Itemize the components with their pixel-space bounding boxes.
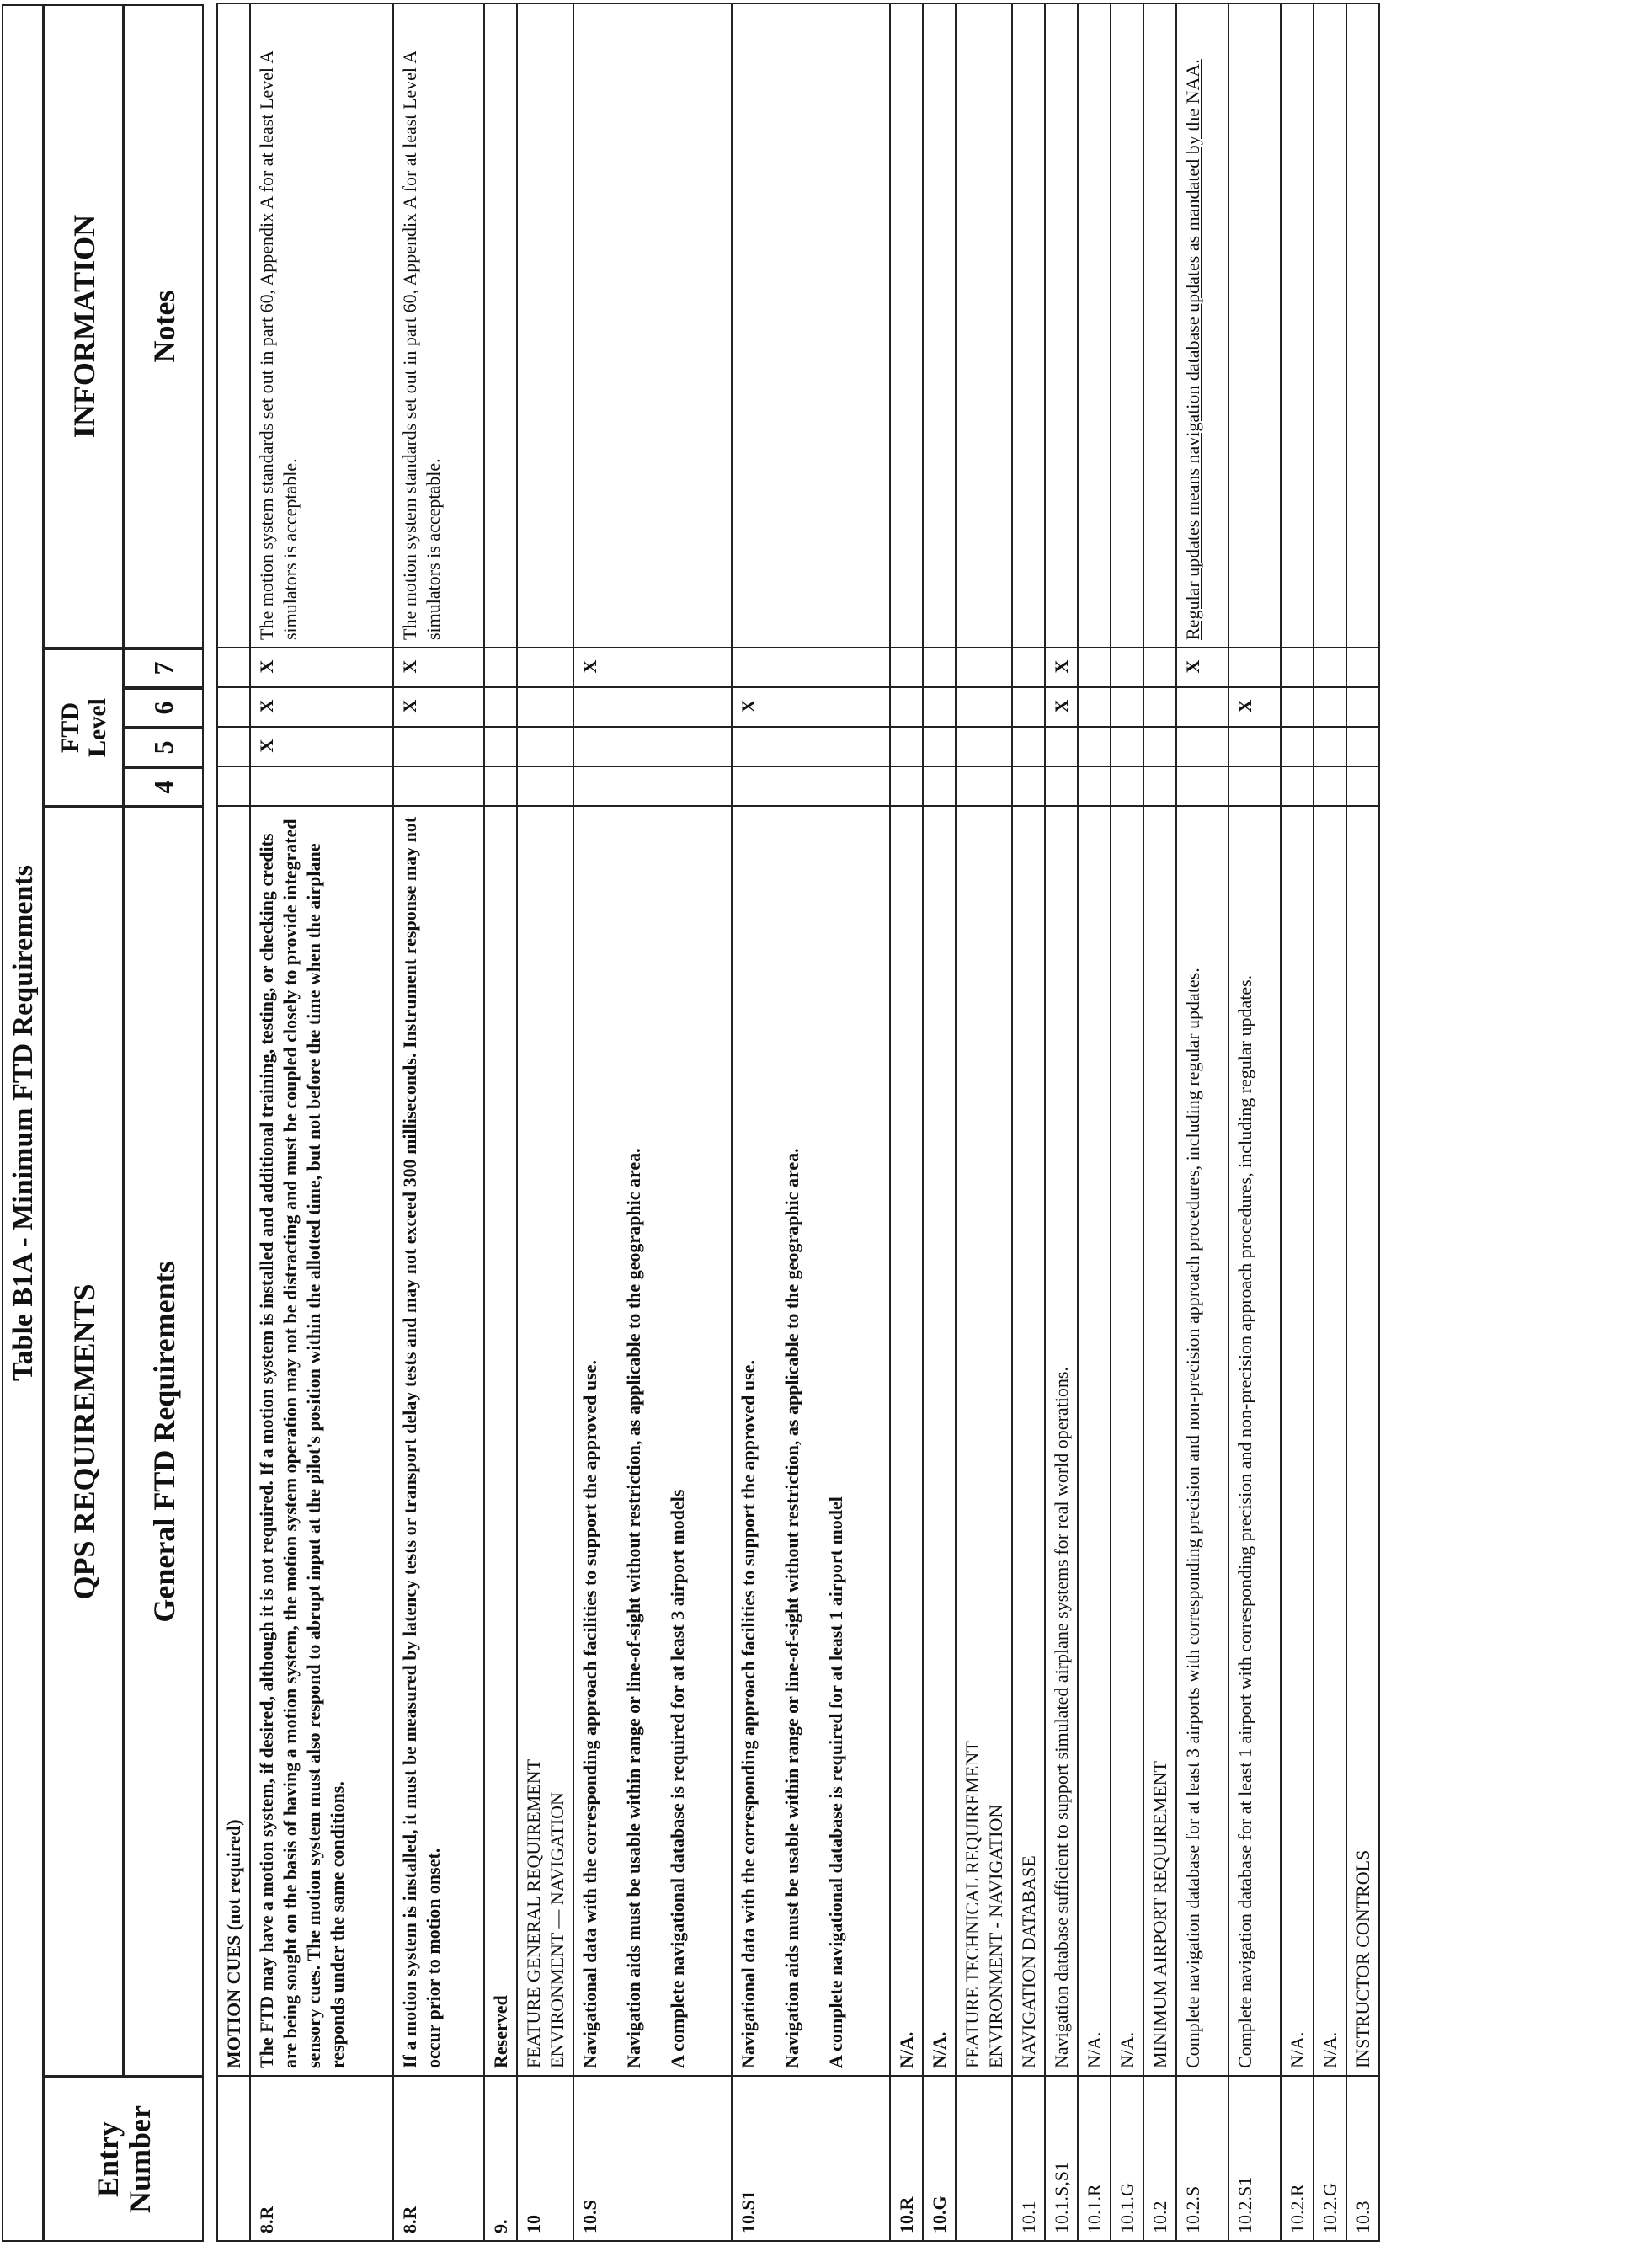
level-7-mark <box>1012 648 1045 687</box>
notes-cell <box>1045 3 1078 648</box>
level-5-mark <box>732 727 890 766</box>
requirement-paragraph: INSTRUCTOR CONTROLS <box>1352 1849 1373 2068</box>
notes-cell <box>517 3 573 648</box>
level-4-mark <box>1111 766 1143 806</box>
level-7-mark <box>484 648 517 687</box>
table-row <box>923 3 956 2241</box>
notes-cell <box>1012 3 1045 648</box>
level-7-mark: X <box>573 648 732 687</box>
requirement-paragraph: Complete navigation database for at least 1 airport with corresponding precision and non-precision approach procedures, including regular updates. <box>1234 974 1255 2068</box>
notes-cell <box>732 3 890 648</box>
requirement-paragraph: Reserved <box>490 1995 511 2068</box>
level-7-mark <box>1111 648 1143 687</box>
level-7-mark <box>1281 648 1314 687</box>
level-4-mark <box>1078 766 1111 806</box>
entry-number-cell: 9. <box>484 2076 517 2241</box>
notes-text: The motion system standards set out in part 60, Appendix A for at least Level A simulators is acceptable. <box>399 51 444 640</box>
level-7-mark <box>890 648 923 687</box>
requirement-paragraph: Navigational data with the corresponding approach facilities to support the approved use. <box>579 1360 600 2068</box>
level-6-mark <box>517 687 573 727</box>
level-5-mark <box>1143 727 1176 766</box>
table-row <box>250 3 393 2241</box>
level-4-mark <box>1045 766 1078 806</box>
level-5-mark <box>1314 727 1346 766</box>
header-level-5: 5 <box>124 728 204 767</box>
entry-number-cell: 8.R <box>393 2076 484 2241</box>
level-5-mark <box>1078 727 1111 766</box>
requirement-cell <box>1346 806 1379 2076</box>
entry-number-cell: 10.2.S1 <box>1228 2076 1281 2241</box>
level-5-mark <box>956 727 1012 766</box>
requirement-cell <box>1111 806 1143 2076</box>
requirement-cell <box>1012 806 1045 2076</box>
level-4-mark <box>732 766 890 806</box>
level-4-mark <box>1281 766 1314 806</box>
table-row <box>1346 3 1379 2241</box>
entry-number-cell: 8.R <box>250 2076 393 2241</box>
level-4-mark <box>923 766 956 806</box>
level-5-mark <box>217 727 250 766</box>
entry-number-cell: 10.1.G <box>1111 2076 1143 2241</box>
level-6-mark: X <box>1228 687 1281 727</box>
notes-cell <box>250 3 393 648</box>
table-row <box>1176 3 1228 2241</box>
notes-cell <box>393 3 484 648</box>
level-6-mark <box>573 687 732 727</box>
entry-number-cell <box>956 2076 1012 2241</box>
requirement-cell <box>1045 806 1078 2076</box>
entry-number-cell <box>217 2076 250 2241</box>
requirement-cell <box>956 806 1012 2076</box>
level-4-mark <box>890 766 923 806</box>
level-6-mark <box>1346 687 1379 727</box>
table-row <box>1078 3 1111 2241</box>
level-7-mark <box>956 648 1012 687</box>
table-row <box>1314 3 1346 2241</box>
requirement-cell <box>250 806 393 2076</box>
level-4-mark <box>1012 766 1045 806</box>
requirement-cell <box>1143 806 1176 2076</box>
notes-cell <box>217 3 250 648</box>
requirement-cell <box>217 806 250 2076</box>
requirement-cell <box>1078 806 1111 2076</box>
level-4-mark <box>393 766 484 806</box>
level-6-mark: X <box>1045 687 1078 727</box>
entry-number-cell: 10.S <box>573 2076 732 2241</box>
level-4-mark <box>1346 766 1379 806</box>
level-5-mark <box>517 727 573 766</box>
notes-cell <box>923 3 956 648</box>
level-6-mark <box>956 687 1012 727</box>
table-row <box>393 3 484 2241</box>
level-4-mark <box>484 766 517 806</box>
notes-text: Regular updates means navigation database updates as mandated by the NAA. <box>1182 59 1203 640</box>
requirement-paragraph: N/A. <box>896 2031 917 2068</box>
requirement-paragraph: N/A. <box>1116 2031 1138 2068</box>
entry-number-cell: 10.1 <box>1012 2076 1045 2241</box>
notes-cell <box>1078 3 1111 648</box>
level-6-mark <box>923 687 956 727</box>
level-5-mark <box>1012 727 1045 766</box>
level-4-mark <box>956 766 1012 806</box>
level-4-mark <box>1143 766 1176 806</box>
table-row <box>890 3 923 2241</box>
level-5-mark <box>1111 727 1143 766</box>
level-7-mark: X <box>393 648 484 687</box>
requirement-paragraph: NAVIGATION DATABASE <box>1018 1855 1039 2068</box>
header-entry-number <box>44 2077 204 2242</box>
notes-cell <box>484 3 517 648</box>
requirement-paragraph: MOTION CUES (not required) <box>223 1819 244 2068</box>
notes-cell <box>1314 3 1346 648</box>
table-row <box>217 3 250 2241</box>
notes-cell <box>573 3 732 648</box>
level-7-mark <box>1314 648 1346 687</box>
requirement-paragraph: FEATURE GENERAL REQUIREMENT ENVIRONMENT — NAVIGATION <box>523 1758 568 2068</box>
level-5-mark <box>1346 727 1379 766</box>
notes-cell <box>1228 3 1281 648</box>
level-5-mark <box>1045 727 1078 766</box>
level-4-mark <box>217 766 250 806</box>
table-row <box>1111 3 1143 2241</box>
requirement-cell <box>1176 806 1228 2076</box>
level-6-mark <box>1078 687 1111 727</box>
entry-number-cell: 10.1.R <box>1078 2076 1111 2241</box>
notes-cell <box>1143 3 1176 648</box>
entry-number-cell: 10.2 <box>1143 2076 1176 2241</box>
level-7-mark <box>217 648 250 687</box>
table-row <box>573 3 732 2241</box>
entry-number-cell: 10.2.S <box>1176 2076 1228 2241</box>
requirement-cell <box>1281 806 1314 2076</box>
notes-cell <box>890 3 923 648</box>
level-6-mark <box>1111 687 1143 727</box>
level-7-mark <box>517 648 573 687</box>
requirement-cell <box>1314 806 1346 2076</box>
requirement-paragraph: Navigational data with the corresponding approach facilities to support the approved use. <box>738 1360 759 2068</box>
level-5-mark <box>1176 727 1228 766</box>
table-row <box>1012 3 1045 2241</box>
requirement-cell <box>1228 806 1281 2076</box>
header-level-4: 4 <box>124 767 204 807</box>
table-header <box>44 4 204 2242</box>
notes-cell <box>956 3 1012 648</box>
entry-number-cell: 10.S1 <box>732 2076 890 2241</box>
table-row <box>1045 3 1078 2241</box>
requirement-paragraph: N/A. <box>1319 2031 1340 2068</box>
entry-number-cell: 10.1.S,S1 <box>1045 2076 1078 2241</box>
level-6-mark <box>217 687 250 727</box>
level-6-mark <box>1012 687 1045 727</box>
header-ftd-level-text: FTD Level <box>56 698 111 757</box>
level-4-mark <box>250 766 393 806</box>
level-7-mark: X <box>250 648 393 687</box>
header-level-7: 7 <box>124 648 204 688</box>
level-5-mark <box>1281 727 1314 766</box>
level-5-mark <box>923 727 956 766</box>
level-6-mark <box>1176 687 1228 727</box>
entry-number-cell: 10 <box>517 2076 573 2241</box>
level-6-mark <box>1143 687 1176 727</box>
requirement-paragraph: MINIMUM AIRPORT REQUIREMENT <box>1149 1761 1170 2068</box>
level-5-mark <box>890 727 923 766</box>
level-4-mark <box>1314 766 1346 806</box>
level-4-mark <box>1176 766 1228 806</box>
table-row <box>1228 3 1281 2241</box>
level-6-mark: X <box>250 687 393 727</box>
notes-cell <box>1111 3 1143 648</box>
notes-text: The motion system standards set out in part 60, Appendix A for at least Level A simulators is acceptable. <box>256 51 301 640</box>
requirement-paragraph: FEATURE TECHNICAL REQUIREMENT ENVIRONMENT - NAVIGATION <box>962 1741 1006 2068</box>
requirement-paragraph: N/A. <box>1287 2031 1308 2068</box>
level-5-mark <box>1228 727 1281 766</box>
entry-number-cell: 10.2.R <box>1281 2076 1314 2241</box>
header-entry-text: Entry Number <box>91 2105 157 2213</box>
level-6-mark <box>1281 687 1314 727</box>
table-row <box>484 3 517 2241</box>
entry-number-cell: 10.R <box>890 2076 923 2241</box>
level-6-mark <box>1314 687 1346 727</box>
notes-cell <box>1346 3 1379 648</box>
table-row <box>1281 3 1314 2241</box>
table-row <box>956 3 1012 2241</box>
requirement-paragraph: A complete navigational database is required for at least 3 airport models <box>667 1489 688 2068</box>
level-5-mark <box>573 727 732 766</box>
level-5-mark <box>484 727 517 766</box>
level-7-mark <box>732 648 890 687</box>
requirement-paragraph: Navigation aids must be usable within range or line-of-sight without restriction, as applicable to the geographic area. <box>623 1148 644 2068</box>
requirement-paragraph: N/A. <box>929 2031 950 2068</box>
level-5-mark: X <box>250 727 393 766</box>
requirement-cell <box>484 806 517 2076</box>
header-general-ftd-requirements: General FTD Requirements <box>124 807 204 2077</box>
header-ftd-level <box>44 648 124 807</box>
requirement-paragraph: Navigation database sufficient to support simulated airplane systems for real world operations. <box>1051 1367 1072 2068</box>
table-title: Table B1A - Minimum FTD Requirements <box>8 865 39 1381</box>
requirement-cell <box>573 806 732 2076</box>
level-4-mark <box>573 766 732 806</box>
requirement-cell <box>393 806 484 2076</box>
requirement-cell <box>517 806 573 2076</box>
header-notes: Notes <box>124 4 204 648</box>
level-4-mark <box>1228 766 1281 806</box>
entry-number-cell: 10.G <box>923 2076 956 2241</box>
header-level-6: 6 <box>124 688 204 728</box>
level-7-mark <box>1228 648 1281 687</box>
requirement-paragraph: Complete navigation database for at least 3 airports with corresponding precision and non-precision approach procedures, including regular updates. <box>1182 968 1203 2068</box>
requirement-cell <box>890 806 923 2076</box>
requirement-paragraph: A complete navigational database is required for at least 1 airport model <box>825 1496 846 2068</box>
table-row <box>732 3 890 2241</box>
level-7-mark <box>1078 648 1111 687</box>
requirement-paragraph: The FTD may have a motion system, if desired, although it is not required. If a motion system is installed and additional training, testing, or checking credits are being sought on the basis of having a motion system, the motion system operation may not be distracting and must be coupled closely to provide integrated sensory cues. The motion system must also respond to abrupt input at the pilot's position within the allotted time, but not before the time when the airplane responds under the same conditions. <box>256 819 348 2068</box>
level-7-mark: X <box>1176 648 1228 687</box>
requirement-cell <box>732 806 890 2076</box>
header-information: INFORMATION <box>44 4 124 648</box>
level-4-mark <box>517 766 573 806</box>
notes-cell <box>1176 3 1228 648</box>
level-5-mark <box>393 727 484 766</box>
level-7-mark <box>1346 648 1379 687</box>
level-6-mark: X <box>732 687 890 727</box>
requirement-paragraph: N/A. <box>1084 2031 1105 2068</box>
notes-cell <box>1281 3 1314 648</box>
level-7-mark <box>1143 648 1176 687</box>
entry-number-cell: 10.3 <box>1346 2076 1379 2241</box>
level-6-mark <box>484 687 517 727</box>
level-7-mark <box>923 648 956 687</box>
table-row <box>1143 3 1176 2241</box>
header-qps-requirements: QPS REQUIREMENTS <box>44 807 124 2077</box>
requirement-paragraph: If a motion system is installed, it must be measured by latency tests or transport delay tests and may not exceed 300 milliseconds. Instrument response may not occur prior to motion onset. <box>399 816 444 2068</box>
table-caption-box <box>2 4 44 2242</box>
level-6-mark: X <box>393 687 484 727</box>
requirement-cell <box>923 806 956 2076</box>
table-row <box>517 3 573 2241</box>
requirement-paragraph: Navigation aids must be usable within range or line-of-sight without restriction, as applicable to the geographic area. <box>781 1148 802 2068</box>
entry-number-cell: 10.2.G <box>1314 2076 1346 2241</box>
level-6-mark <box>890 687 923 727</box>
level-7-mark: X <box>1045 648 1078 687</box>
requirements-table <box>216 3 1380 2242</box>
